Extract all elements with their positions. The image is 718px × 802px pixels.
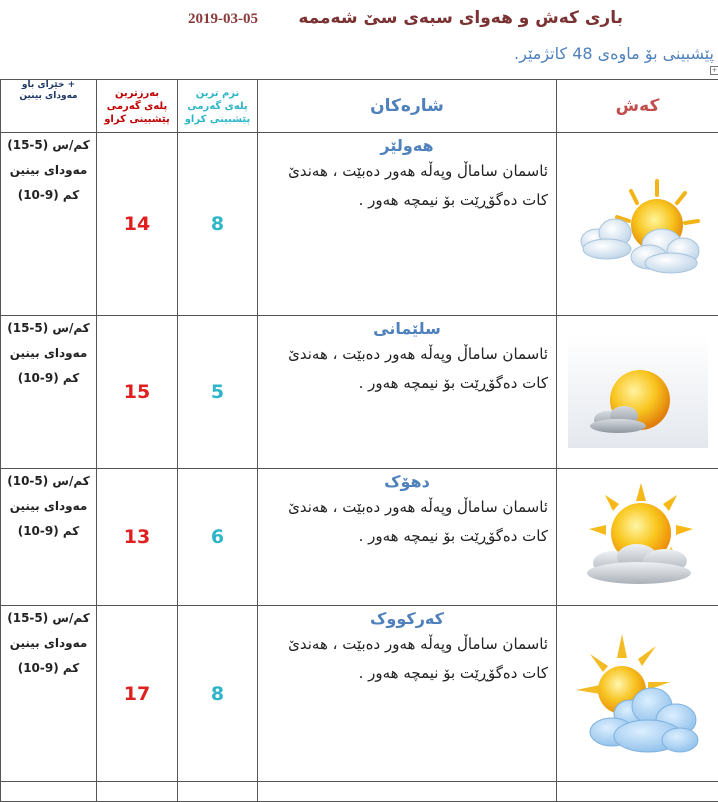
table-row <box>1 469 718 606</box>
weather-icon-cell <box>557 606 718 782</box>
column-header-wind: خێرای باو + مەودای بینین <box>1 80 97 133</box>
table-row <box>1 316 718 469</box>
column-header-weather: کەش <box>557 80 718 133</box>
sun-low-cloud-icon <box>573 477 703 597</box>
city-name: هەولێر <box>258 135 556 157</box>
wind-visibility-cell: (15-5) کم/س مەودای بینین (10-9) کم <box>1 133 97 316</box>
max-temp-cell: 14 <box>97 133 178 316</box>
table-move-handle-icon[interactable]: + <box>710 66 718 75</box>
city-forecast-cell <box>258 316 557 469</box>
column-header-max-temp: بەرزترین پلەی گەرمی پێشبینی کراو <box>97 80 178 133</box>
title-line <box>0 8 718 34</box>
forecast-text: ئاسمان ساماڵ وپەڵە هەور دەبێت ، هەندێ کات دەگۆڕێت بۆ نیمچە هەور . <box>258 630 556 688</box>
max-temp-cell: 17 <box>97 606 178 782</box>
forecast-table <box>0 79 718 802</box>
wind-visibility-cell: (10-5) کم/س مەودای بینین (10-9) کم <box>1 469 97 606</box>
min-temp-cell: 8 <box>178 133 258 316</box>
footer-cell <box>1 782 97 802</box>
table-header-row <box>1 80 718 133</box>
min-temp-cell: 8 <box>178 606 258 782</box>
forecast-subtitle: پێشبینی بۆ ماوەی 48 کاتژمێر. <box>514 44 714 63</box>
column-header-cities: شارەکان <box>258 80 557 133</box>
weather-icon-cell <box>557 469 718 606</box>
sun-grey-cloud-icon <box>568 336 708 448</box>
city-forecast-cell <box>258 606 557 782</box>
table-footer-row <box>1 782 718 802</box>
max-temp-cell: 15 <box>97 316 178 469</box>
forecast-text: ئاسمان ساماڵ وپەڵە هەور دەبێت ، هەندێ کات دەگۆڕێت بۆ نیمچە هەور . <box>258 340 556 398</box>
forecast-text: ئاسمان ساماڵ وپەڵە هەور دەبێت ، هەندێ کات دەگۆڕێت بۆ نیمچە هەور . <box>258 493 556 551</box>
column-header-min-temp: نزم ترین پلەی گەرمی پێشبینی کراو <box>178 80 258 133</box>
min-temp-cell: 6 <box>178 469 258 606</box>
wind-visibility-cell: (15-5) کم/س مەودای بینین (10-9) کم <box>1 606 97 782</box>
city-forecast-cell <box>258 133 557 316</box>
sun-blue-clouds-icon <box>572 624 704 764</box>
city-name: سلێمانی <box>258 318 556 340</box>
city-name: کەرکووک <box>258 608 556 630</box>
forecast-text: ئاسمان ساماڵ وپەڵە هەور دەبێت ، هەندێ کات دەگۆڕێت بۆ نیمچە هەور . <box>258 157 556 215</box>
page-title: باری کەش و هەوای سبەی سێ شەممە <box>298 8 623 28</box>
min-temp-cell: 5 <box>178 316 258 469</box>
city-name: دهۆک <box>258 471 556 493</box>
wind-visibility-cell: (15-5) کم/س مەودای بینین (10-9) کم <box>1 316 97 469</box>
table-row <box>1 133 718 316</box>
weather-icon-cell <box>557 133 718 316</box>
table-row <box>1 606 718 782</box>
max-temp-cell: 13 <box>97 469 178 606</box>
forecast-date: 2019-03-05 <box>188 11 258 28</box>
weather-icon-cell <box>557 316 718 469</box>
sun-behind-clouds-icon <box>567 153 709 295</box>
city-forecast-cell <box>258 469 557 606</box>
